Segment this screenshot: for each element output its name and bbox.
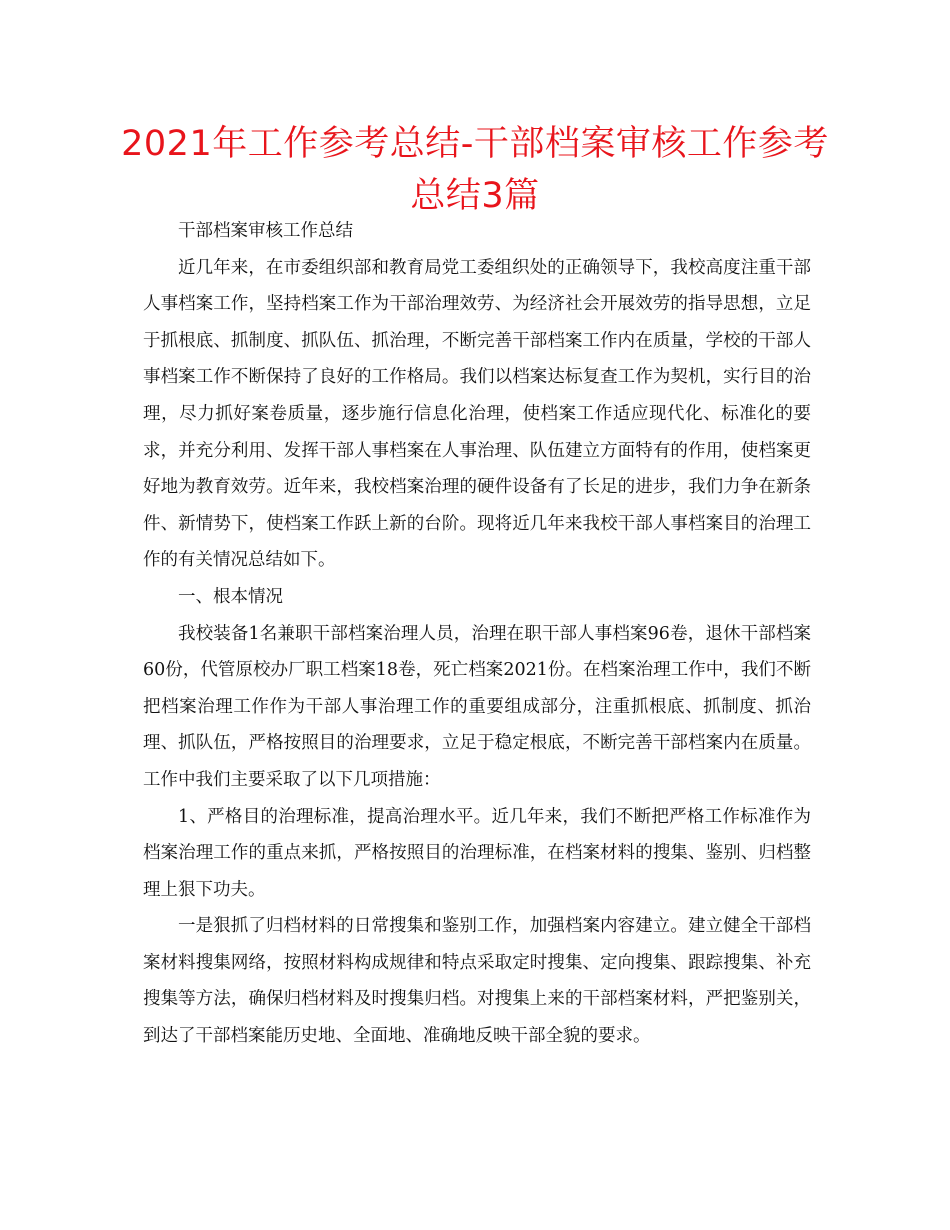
paragraph: 我校装备1名兼职干部档案治理人员，治理在职干部人事档案96卷，退休干部档案60份，代管原校办厂职工档案18卷，死亡档案2021份。在档案治理工作中，我们不断把档案治理工作作为干部人事治理工作的重要组成部分，注重抓根底、抓制度、抓治理、抓队伍，严格按照目的治理要求，立足于稳定根底，不断完善干部档案内在质量。工作中我们主要采取了以下几项措施：	[143, 623, 811, 790]
paragraph: 1、严格目的治理标准，提高治理水平。近几年来，我们不断把严格工作标准作为档案治理工作的重点来抓，严格按照目的治理标准，在档案材料的搜集、鉴别、归档整理上狠下功夫。	[143, 806, 811, 900]
paragraph: 一是狠抓了归档材料的日常搜集和鉴别工作，加强档案内容建立。建立健全干部档案材料搜集网络，按照材料构成规律和特点采取定时搜集、定向搜集、跟踪搜集、补充搜集等方法，确保归档材料及时搜集归档。对搜集上来的干部档案材料，严把鉴别关，到达了干部档案能历史地、全面地、准确地反映干部全貌的要求。	[143, 916, 811, 1047]
document-body	[143, 213, 811, 1055]
paragraph: 近几年来，在市委组织部和教育局党工委组织处的正确领导下，我校高度注重干部人事档案工作，坚持档案工作为干部治理效劳、为经济社会开展效劳的指导思想，立足于抓根底、抓制度、抓队伍、抓治理，不断完善干部档案工作内在质量，学校的干部人事档案工作不断保持了良好的工作格局。我们以档案达标复查工作为契机，实行目的治理，尽力抓好案卷质量，逐步施行信息化治理，使档案工作适应现代化、标准化的要求，并充分利用、发挥干部人事档案在人事治理、队伍建立方面特有的作用，使档案更好地为教育效劳。近年来，我校档案治理的硬件设备有了长足的进步，我们力争在新条件、新情势下，使档案工作跃上新的台阶。现将近几年来我校干部人事档案目的治理工作的有关情况总结如下。	[143, 257, 811, 571]
paragraph: 一、根本情况	[178, 586, 283, 607]
paragraph: 干部档案审核工作总结	[178, 221, 353, 241]
document-title: 2021年工作参考总结-干部档案审核工作参考总结3篇	[121, 124, 829, 216]
